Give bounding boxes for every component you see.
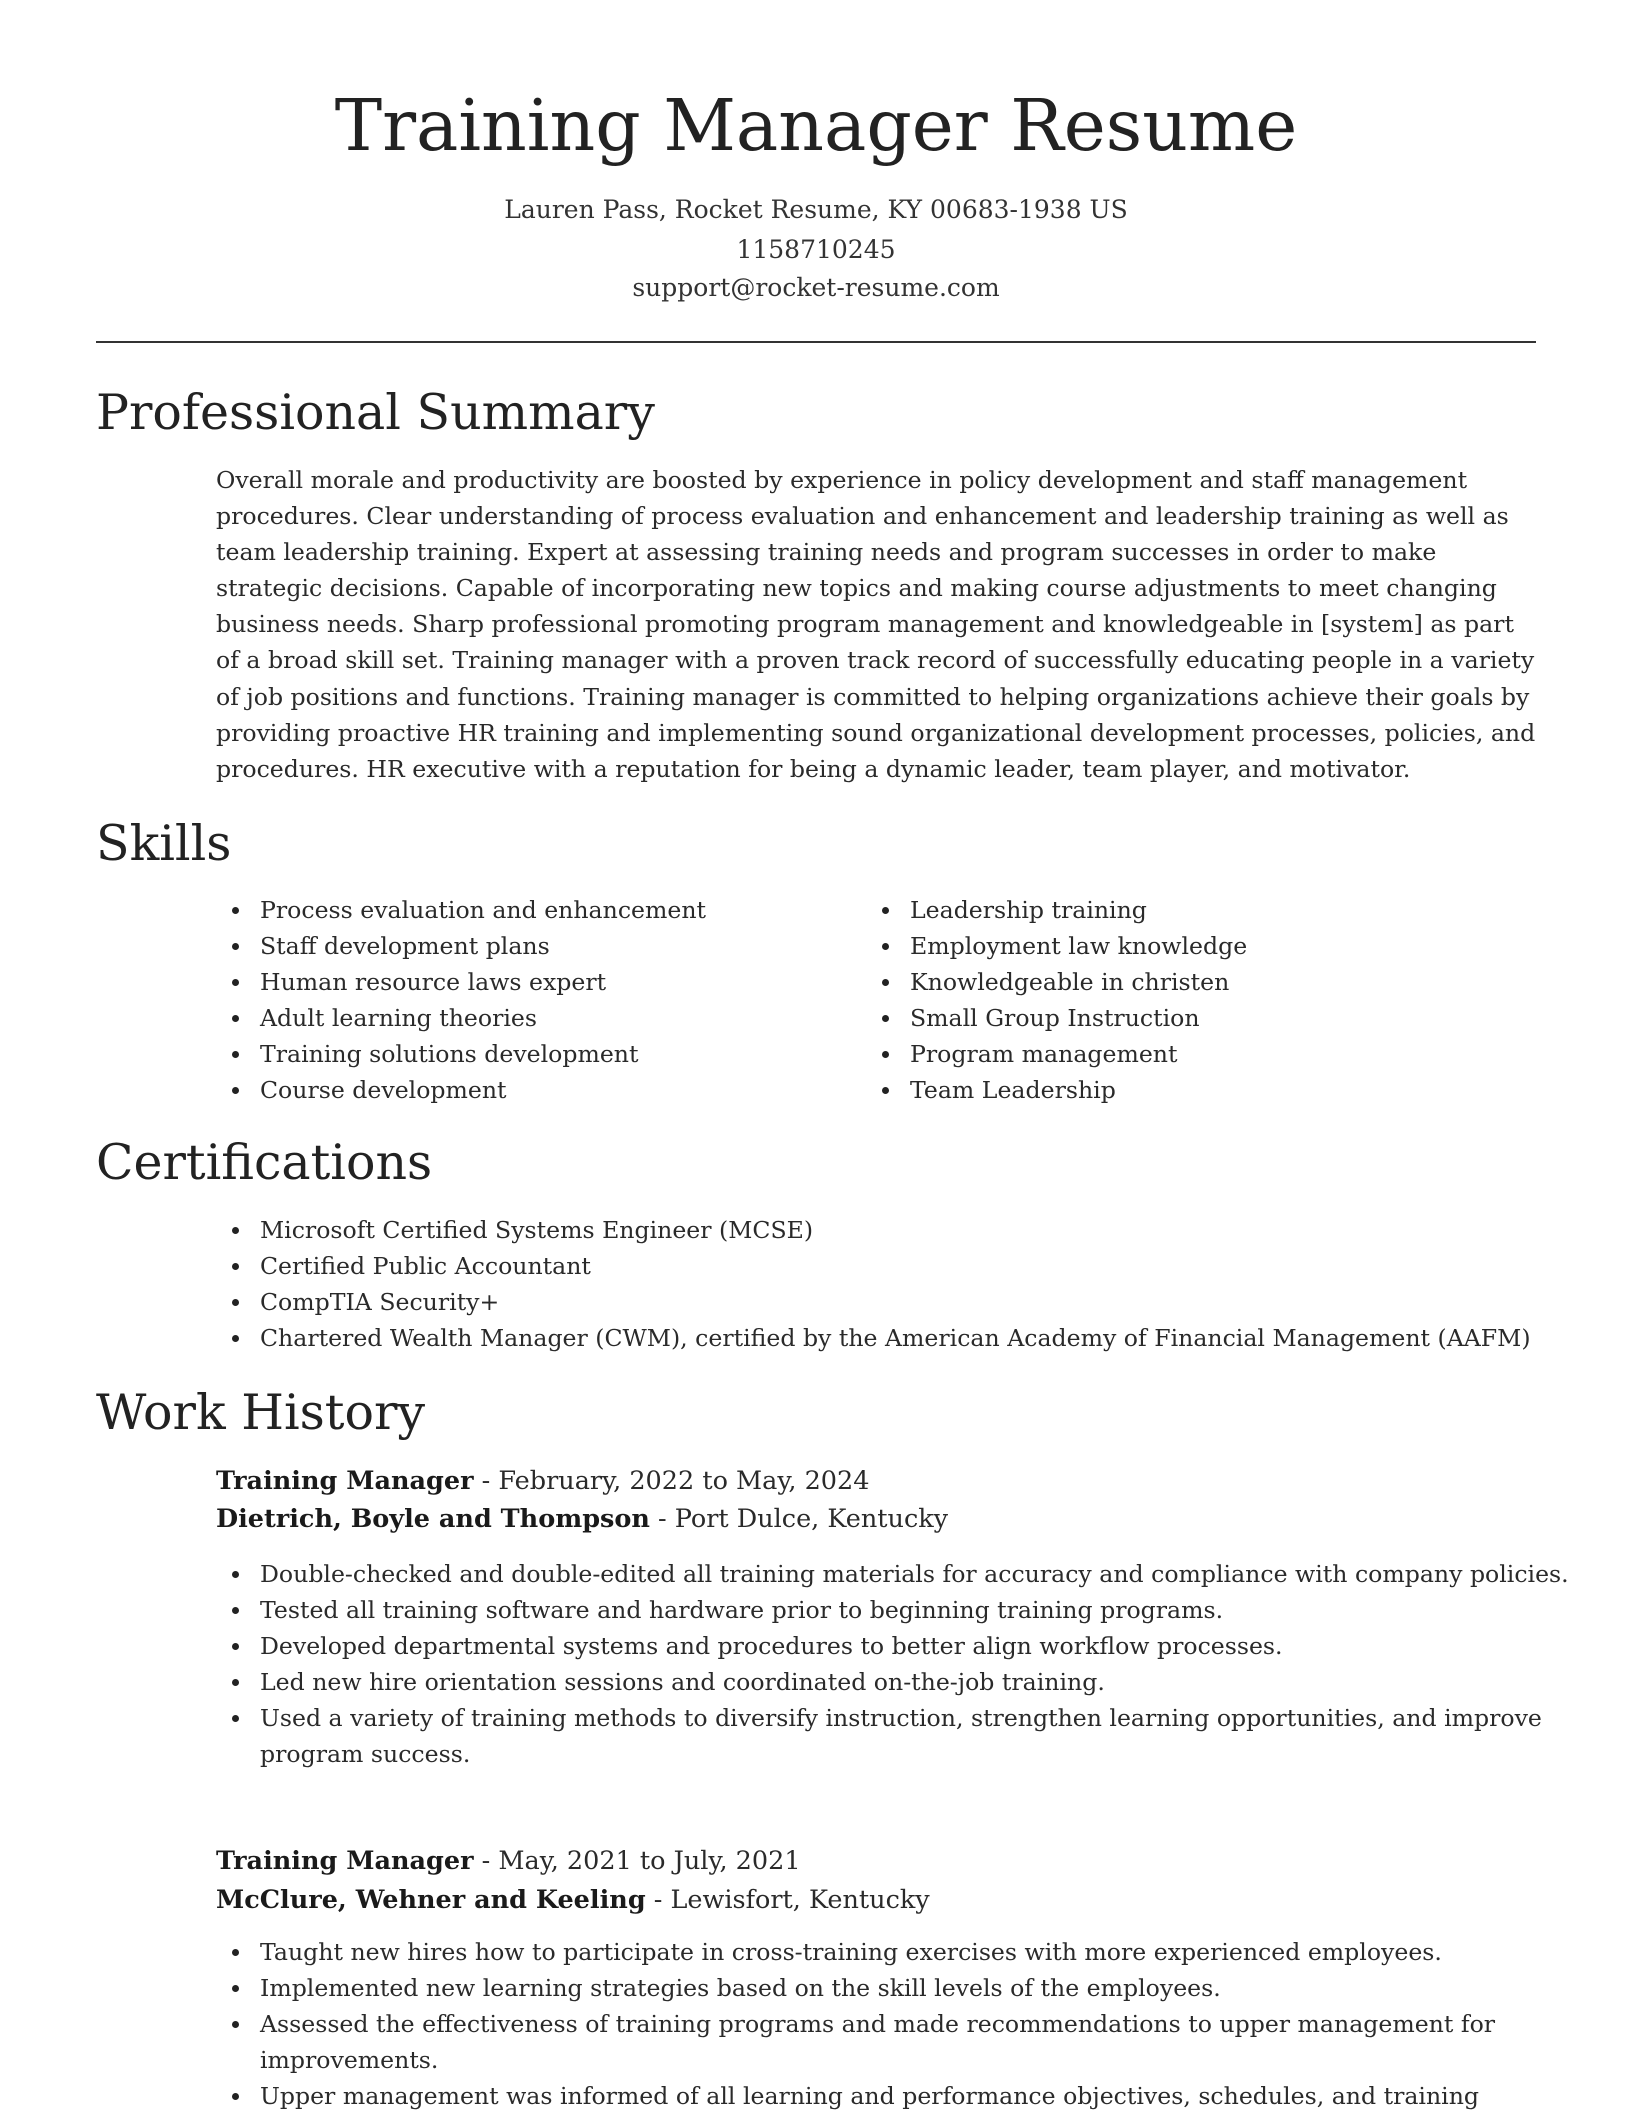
job-duties-list (216, 1934, 1580, 2112)
skill-item: Training solutions development (260, 1036, 860, 1072)
job-dates: - February, 2022 to May, 2024 (473, 1466, 870, 1496)
skill-item: Program management (910, 1036, 1550, 1072)
skills-list-right (866, 892, 1550, 1108)
resume-title: Training Manager Resume (334, 84, 1298, 167)
job-duty-item: Taught new hires how to participate in cross-training exercises with more experienced employees. (260, 1934, 1580, 1970)
job-duty-item: Used a variety of training methods to diversify instruction, strengthen learning opportunities, and improve program success. (260, 1700, 1580, 1772)
job-title-line (216, 1842, 801, 1880)
skills-list-left (216, 892, 860, 1108)
contact-address: Lauren Pass, Rocket Resume, KY 00683-1938 US (504, 195, 1128, 224)
skill-item: Adult learning theories (260, 1000, 860, 1036)
job-title: Training Manager (216, 1846, 474, 1876)
skill-item: Leadership training (910, 892, 1550, 928)
certification-item: Certified Public Accountant (260, 1248, 1580, 1284)
skill-item: Team Leadership (910, 1072, 1550, 1108)
job-title: Training Manager (216, 1466, 474, 1496)
job-duty-item: Developed departmental systems and procedures to better align workflow processes. (260, 1628, 1580, 1664)
skill-item: Employment law knowledge (910, 928, 1550, 964)
job-company: Dietrich, Boyle and Thompson (216, 1504, 650, 1534)
skill-item: Process evaluation and enhancement (260, 892, 860, 928)
job-duty-item: Led new hire orientation sessions and coordinated on-the-job training. (260, 1664, 1580, 1700)
job-company-line (216, 1881, 930, 1919)
skill-item: Course development (260, 1072, 860, 1108)
job-location: - Port Dulce, Kentucky (649, 1504, 949, 1534)
contact-email: support@rocket-resume.com (632, 273, 1000, 302)
job-location: - Lewisfort, Kentucky (645, 1885, 930, 1915)
certification-item: Chartered Wealth Manager (CWM), certified by the American Academy of Financial Management (AAFM) (260, 1320, 1580, 1356)
job-duty-item: Tested all training software and hardware prior to beginning training programs. (260, 1592, 1580, 1628)
summary-text: Overall morale and productivity are boosted by experience in policy development and staff management procedures. Clear understanding of process evaluation and enhancement and leadership training as well as team leadership training. Expert at assessing training needs and program successes in order to make strategic decisions. Capable of incorporating new topics and making course adjustments to meet changing business needs. Sharp professional promoting program management and knowledgeable in [system] as part of a broad skill set. Training manager with a proven track record of successfully educating people in a variety of job positions and functions. Training manager is committed to helping organizations achieve their goals by providing proactive HR training and implementing sound organizational development processes, policies, and procedures. HR executive with a reputation for being a dynamic leader, team player, and motivator. (216, 466, 1536, 783)
certification-item: Microsoft Certified Systems Engineer (MCSE) (260, 1212, 1580, 1248)
section-heading-certifications: Certifications (96, 1134, 433, 1191)
skill-item: Small Group Instruction (910, 1000, 1550, 1036)
certifications-list (216, 1212, 1580, 1356)
section-heading-summary: Professional Summary (96, 384, 655, 441)
job-dates: - May, 2021 to July, 2021 (473, 1846, 801, 1876)
skill-item: Human resource laws expert (260, 964, 860, 1000)
skill-item: Staff development plans (260, 928, 860, 964)
contact-phone: 1158710245 (736, 235, 896, 264)
job-company: McClure, Wehner and Keeling (216, 1885, 646, 1915)
certification-item: CompTIA Security+ (260, 1284, 1580, 1320)
job-duty-item: Assessed the effectiveness of training programs and made recommendations to upper management for improvements. (260, 2006, 1580, 2078)
job-duty-item: Implemented new learning strategies based on the skill levels of the employees. (260, 1970, 1580, 2006)
section-heading-skills: Skills (96, 815, 232, 872)
header-divider (96, 341, 1536, 343)
job-company-line (216, 1500, 948, 1538)
job-duty-item: Upper management was informed of all learning and performance objectives, schedules, and training (260, 2078, 1580, 2112)
section-heading-work-history: Work History (96, 1384, 426, 1441)
job-duties-list (216, 1556, 1580, 1772)
skill-item: Knowledgeable in christen (910, 964, 1550, 1000)
job-duty-item: Double-checked and double-edited all training materials for accuracy and compliance with company policies. (260, 1556, 1580, 1592)
job-title-line (216, 1462, 869, 1500)
